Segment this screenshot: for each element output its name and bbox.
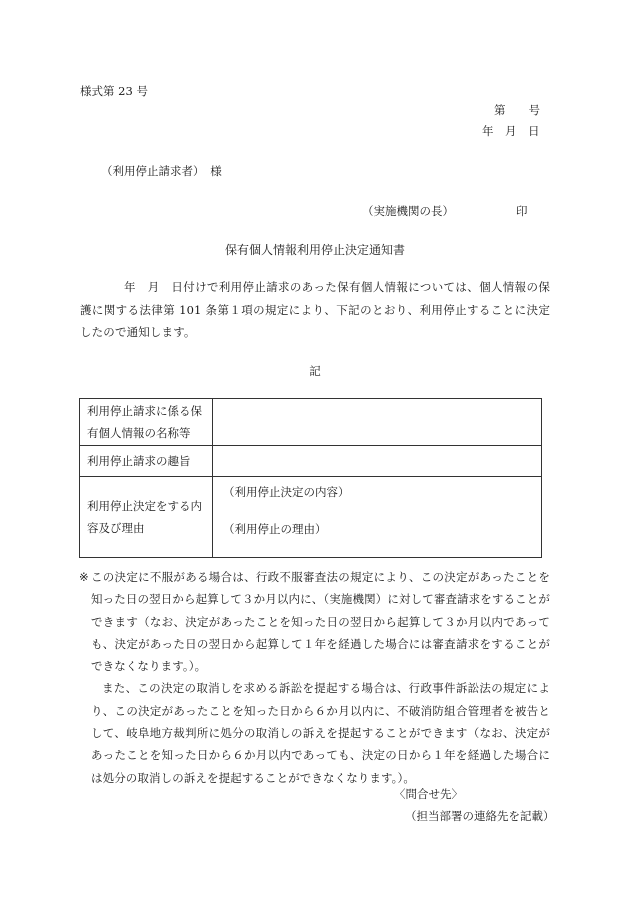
value-info-name: [213, 399, 542, 446]
addressee-line: （利用停止請求者） 様: [101, 164, 222, 178]
notice-paragraph-1: [80, 566, 550, 677]
label-info-name: 利用停止請求に係る保有個人情報の名称等: [80, 399, 213, 446]
document-title: 保有個人情報利用停止決定通知書: [224, 243, 405, 257]
body-paragraph: 年 月 日付けで利用停止請求のあった保有個人情報については、個人情報の保護に関する法律第 101 条第１項の規定により、下記のとおり、利用停止することに決定したので通知します。: [80, 280, 550, 339]
document-number-label: 第 号: [494, 103, 540, 117]
notice-paragraph-1-text: この決定に不服がある場合は、行政不服審査法の規定により、この決定があったことを知った日の翌日から起算して３か月以内に、（実施機関）に対して審査請求をすることができます（なお、決定があったことを知った日の翌日から起算して３か月以内であっても、決定があった日の翌日から起算して１年を経過した場合には審査請求をすることができなくなります。）。: [91, 570, 550, 674]
issuer-label: （実施機関の長）: [362, 204, 454, 218]
notice-mark: ※: [79, 570, 89, 584]
decision-content-label: （利用停止決定の内容）: [223, 485, 350, 499]
notice-paragraph-2: また、この決定の取消しを求める訴訟を提起する場合は、行政事件訴訟法の規定により、この決定があったことを知った日から６か月以内に、不破消防組合管理者を被告として、岐阜地方裁判所に処分の取消しの訴えを提起することができます（なお、決定があったことを知った日から６か月以内であっても、決定の日から１年を経過した場合には処分の取消しの訴えを提起することができなくなります。）。: [91, 681, 550, 785]
contact-heading: 〈問合せ先〉: [394, 787, 463, 801]
table-row-purpose: [80, 446, 542, 477]
document-date-label: 年 月 日: [482, 124, 540, 138]
label-purpose: 利用停止請求の趣旨: [80, 446, 213, 477]
form-number: 様式第 23 号: [80, 84, 148, 98]
detail-table: [79, 398, 542, 558]
ki-heading: 記: [309, 364, 321, 378]
decision-reason-label: （利用停止の理由）: [223, 522, 327, 536]
notice-section: [80, 566, 550, 789]
value-purpose: [213, 446, 542, 477]
seal-mark: 印: [516, 204, 528, 218]
label-decision: 利用停止決定をする内容及び理由: [80, 477, 213, 558]
table-row-info-name: [80, 399, 542, 446]
table-row-decision: [80, 477, 542, 558]
contact-detail: （担当部署の連絡先を記載）: [405, 809, 555, 823]
value-decision: [213, 477, 542, 558]
